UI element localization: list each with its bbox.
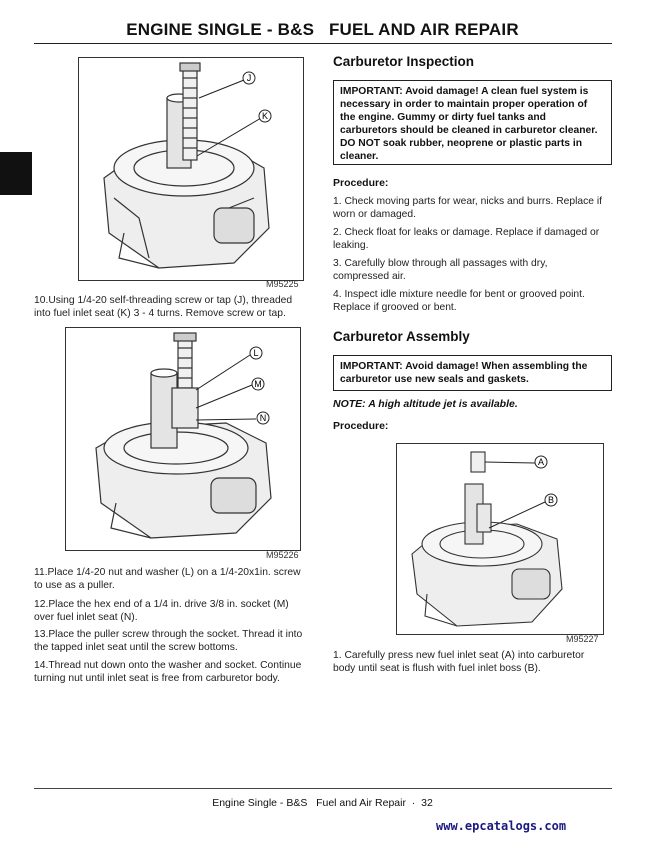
assembly-step-1-line-1: 1. Carefully press new fuel inlet seat (A) into carburetor bbox=[333, 650, 585, 661]
callout-n: N bbox=[259, 413, 267, 423]
step-11-line-2: to use as a puller. bbox=[34, 580, 115, 591]
important-inspection-line-4: carburetors should be cleaned in carburetor cleaner. bbox=[340, 125, 598, 136]
figure-m95226-id: M95226 bbox=[266, 550, 299, 560]
step-11-line-1: 11.Place 1/4-20 nut and washer (L) on a 1/4-20x1in. screw bbox=[34, 567, 301, 578]
important-inspection-line-5: DO NOT soak rubber, neoprene or plastic parts in bbox=[340, 138, 583, 149]
page-header-title: ENGINE SINGLE - B&S FUEL AND AIR REPAIR bbox=[126, 20, 519, 39]
important-inspection-line-3: the engine. Gummy or dirty fuel tanks and bbox=[340, 112, 546, 123]
callout-k: K bbox=[261, 111, 269, 121]
inspection-step-4-line-2: Replace if grooved or bent. bbox=[333, 302, 457, 313]
procedure-label-inspection: Procedure: bbox=[333, 177, 389, 189]
callout-m: M bbox=[254, 379, 262, 389]
step-14 bbox=[34, 659, 324, 685]
page-footer: Engine Single - B&S Fuel and Air Repair · 32 bbox=[212, 797, 433, 809]
inspection-step-4-line-1: 4. Inspect idle mixture needle for bent or grooved point. bbox=[333, 289, 585, 300]
figure-m95225-callouts bbox=[79, 58, 303, 280]
important-assembly-line-2: carburetor use new seals and gaskets. bbox=[340, 374, 529, 385]
figure-m95225-id: M95225 bbox=[266, 279, 299, 289]
inspection-step-3-line-1: 3. Carefully blow through all passages with dry, bbox=[333, 258, 548, 269]
step-10-line-2: into fuel inlet seat (K) 3 - 4 turns. Remove screw or tap. bbox=[34, 308, 286, 319]
figure-m95226-callouts bbox=[66, 328, 300, 550]
step-13-line-2: the tapped inlet seat until the screw bottoms. bbox=[34, 642, 238, 653]
inspection-step-2-line-1: 2. Check float for leaks or damage. Replace if damaged or bbox=[333, 227, 600, 238]
step-14-line-1: 14.Thread nut down onto the washer and socket. Continue bbox=[34, 660, 302, 671]
inspection-step-1-line-2: worn or damaged. bbox=[333, 209, 416, 220]
step-11 bbox=[34, 566, 324, 592]
inspection-step-3 bbox=[333, 257, 613, 283]
assembly-step-1 bbox=[333, 649, 613, 675]
callout-j: J bbox=[246, 73, 252, 83]
step-10 bbox=[34, 294, 324, 320]
step-14-line-2: turning nut until inlet seat is free from carburetor body. bbox=[34, 673, 280, 684]
important-box-assembly bbox=[333, 355, 612, 391]
callout-l: L bbox=[253, 348, 259, 358]
section-heading-assembly: Carburetor Assembly bbox=[333, 329, 470, 344]
important-inspection-line-2: necessary in order to maintain proper operation of bbox=[340, 99, 588, 110]
watermark-url: www.epcatalogs.com bbox=[436, 819, 567, 833]
high-altitude-note: NOTE: A high altitude jet is available. bbox=[333, 398, 518, 410]
figure-m95227-id: M95227 bbox=[566, 634, 599, 644]
figure-m95227-callouts bbox=[397, 444, 603, 634]
figure-m95227 bbox=[396, 443, 604, 635]
assembly-step-1-line-2: body until seat is flush with fuel inlet boss (B). bbox=[333, 663, 541, 674]
figure-m95226 bbox=[65, 327, 301, 551]
important-inspection-line-6: cleaner. bbox=[340, 151, 379, 162]
inspection-step-3-line-2: compressed air. bbox=[333, 271, 406, 282]
inspection-step-1 bbox=[333, 195, 613, 221]
step-12-line-2: over fuel inlet seat (N). bbox=[34, 612, 138, 623]
step-10-line-1: 10.Using 1/4-20 self-threading screw or tap (J), threaded bbox=[34, 295, 293, 306]
inspection-step-4 bbox=[333, 288, 613, 314]
inspection-step-1-line-1: 1. Check moving parts for wear, nicks and burrs. Replace if bbox=[333, 196, 602, 207]
step-12 bbox=[34, 598, 324, 624]
callout-b: B bbox=[547, 495, 555, 505]
important-inspection-line-1: IMPORTANT: Avoid damage! A clean fuel system is bbox=[340, 86, 589, 97]
section-tab-marker bbox=[0, 152, 32, 195]
step-12-line-1: 12.Place the hex end of a 1/4 in. drive 3/8 in. socket (M) bbox=[34, 599, 289, 610]
step-13-line-1: 13.Place the puller screw through the socket. Thread it into bbox=[34, 629, 303, 640]
important-assembly-line-1: IMPORTANT: Avoid damage! When assembling the bbox=[340, 361, 588, 372]
step-13 bbox=[34, 628, 324, 654]
procedure-label-assembly: Procedure: bbox=[333, 420, 389, 432]
section-heading-inspection: Carburetor Inspection bbox=[333, 54, 475, 69]
inspection-step-2-line-2: leaking. bbox=[333, 240, 369, 251]
header-rule bbox=[34, 43, 612, 44]
important-box-inspection bbox=[333, 80, 612, 165]
footer-rule bbox=[34, 788, 612, 789]
figure-m95225 bbox=[78, 57, 304, 281]
inspection-step-2 bbox=[333, 226, 613, 252]
callout-a: A bbox=[537, 457, 545, 467]
